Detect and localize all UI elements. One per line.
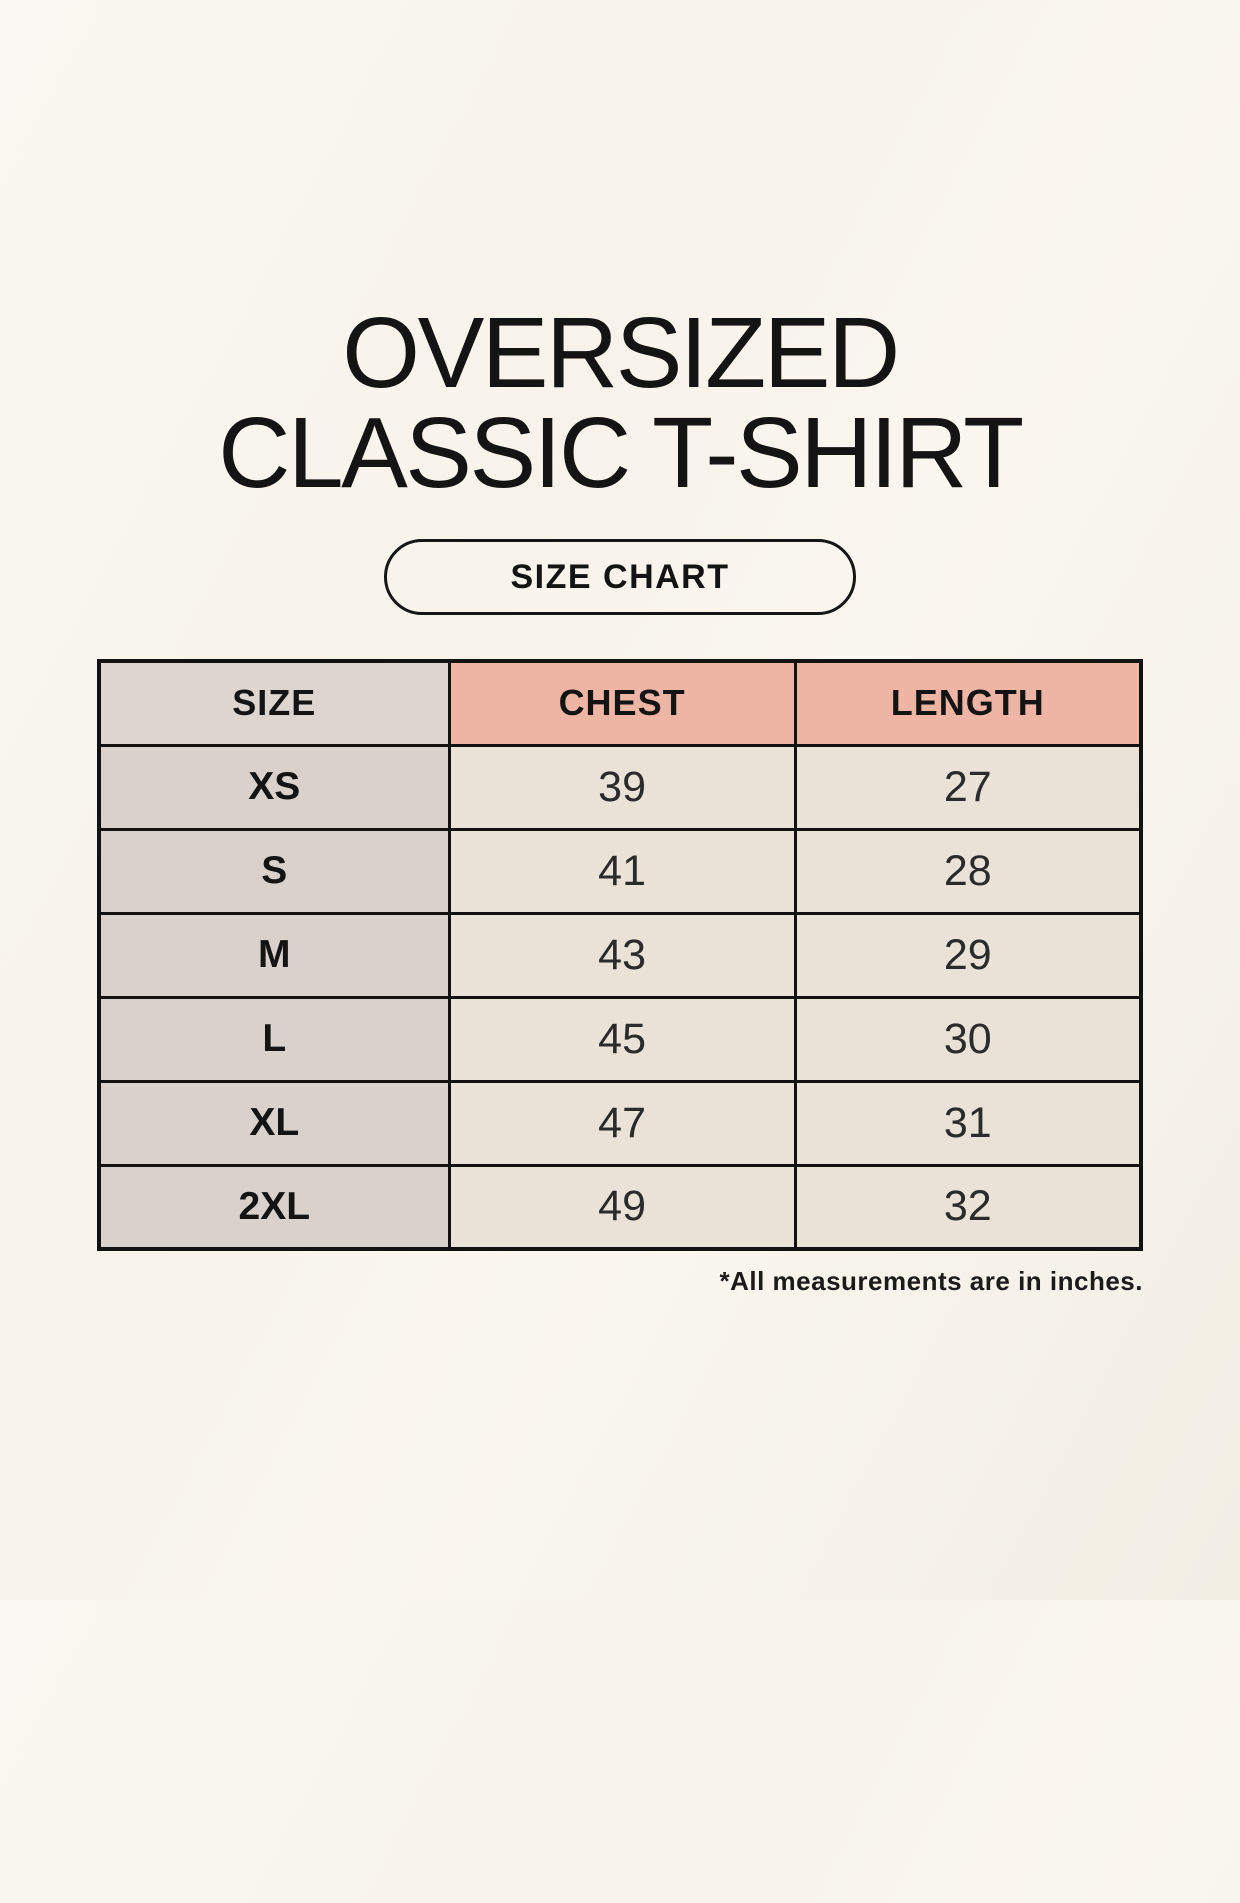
- size-chart-page: [0, 297, 1240, 1903]
- length-value-cell: 27: [795, 745, 1141, 829]
- chest-value-cell: 41: [449, 829, 795, 913]
- chest-value-cell: 49: [449, 1165, 795, 1249]
- length-value-cell: 29: [795, 913, 1141, 997]
- table-row-2xl: [99, 1165, 1141, 1249]
- size-label-cell: XS: [99, 745, 449, 829]
- size-label-cell: S: [99, 829, 449, 913]
- column-header-chest: CHEST: [449, 661, 795, 745]
- table-row-xs: [99, 745, 1141, 829]
- size-table: [97, 659, 1143, 1251]
- chest-value-cell: 43: [449, 913, 795, 997]
- chest-value-cell: 47: [449, 1081, 795, 1165]
- length-value-cell: 32: [795, 1165, 1141, 1249]
- column-header-length: LENGTH: [795, 661, 1141, 745]
- size-table-header: [99, 661, 1141, 745]
- size-chart-button[interactable]: SIZE CHART: [384, 539, 856, 615]
- size-label-cell: M: [99, 913, 449, 997]
- table-row-xl: [99, 1081, 1141, 1165]
- measurements-footnote: *All measurements are in inches.: [719, 1266, 1143, 1296]
- title-line-2: CLASSIC T-SHIRT: [218, 397, 1022, 509]
- chest-value-cell: 39: [449, 745, 795, 829]
- header-row: [99, 661, 1141, 745]
- page-title: [0, 297, 1240, 509]
- title-line-1: OVERSIZED: [342, 297, 898, 409]
- size-table-body: [99, 745, 1141, 1249]
- length-value-cell: 28: [795, 829, 1141, 913]
- length-value-cell: 31: [795, 1081, 1141, 1165]
- table-row-s: [99, 829, 1141, 913]
- chest-value-cell: 45: [449, 997, 795, 1081]
- length-value-cell: 30: [795, 997, 1141, 1081]
- size-label-cell: 2XL: [99, 1165, 449, 1249]
- size-label-cell: XL: [99, 1081, 449, 1165]
- table-row-m: [99, 913, 1141, 997]
- column-header-size: SIZE: [99, 661, 449, 745]
- size-label-cell: L: [99, 997, 449, 1081]
- table-row-l: [99, 997, 1141, 1081]
